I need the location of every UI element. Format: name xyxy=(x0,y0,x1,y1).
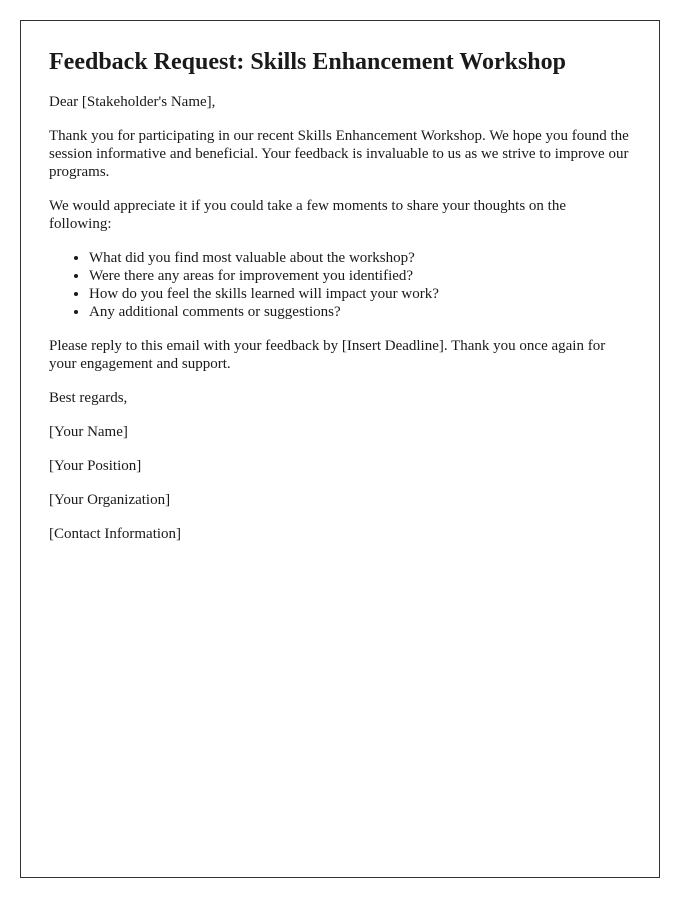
signature-organization: [Your Organization] xyxy=(49,492,171,508)
request-paragraph: We would appreciate it if you could take a few moments to share your thoughts on the following: xyxy=(49,198,566,232)
intro-paragraph: Thank you for participating in our recent Skills Enhancement Workshop. We hope you found the session informative and beneficial. Your feedback is invaluable to us as we strive to improve our programs. xyxy=(49,128,629,180)
closing: Best regards, xyxy=(49,390,128,406)
signature-block xyxy=(49,389,631,543)
question-list xyxy=(49,249,631,321)
letter-title: Feedback Request: Skills Enhancement Workshop xyxy=(49,49,566,75)
question-item: • Were there any areas for improvement you identified? xyxy=(89,267,631,285)
question-item: • What did you find most valuable about the workshop? xyxy=(89,249,631,267)
signature-name: [Your Name] xyxy=(49,424,128,440)
signature-contact: [Contact Information] xyxy=(49,526,182,542)
signature-position: [Your Position] xyxy=(49,458,142,474)
letter-page xyxy=(20,20,660,878)
greeting: Dear [Stakeholder's Name], xyxy=(49,94,216,110)
question-item: • Any additional comments or suggestions? xyxy=(89,303,631,321)
question-item: • How do you feel the skills learned will impact your work? xyxy=(89,285,631,303)
deadline-paragraph: Please reply to this email with your feedback by [Insert Deadline]. Thank you once again for your engagement and support. xyxy=(49,338,606,372)
